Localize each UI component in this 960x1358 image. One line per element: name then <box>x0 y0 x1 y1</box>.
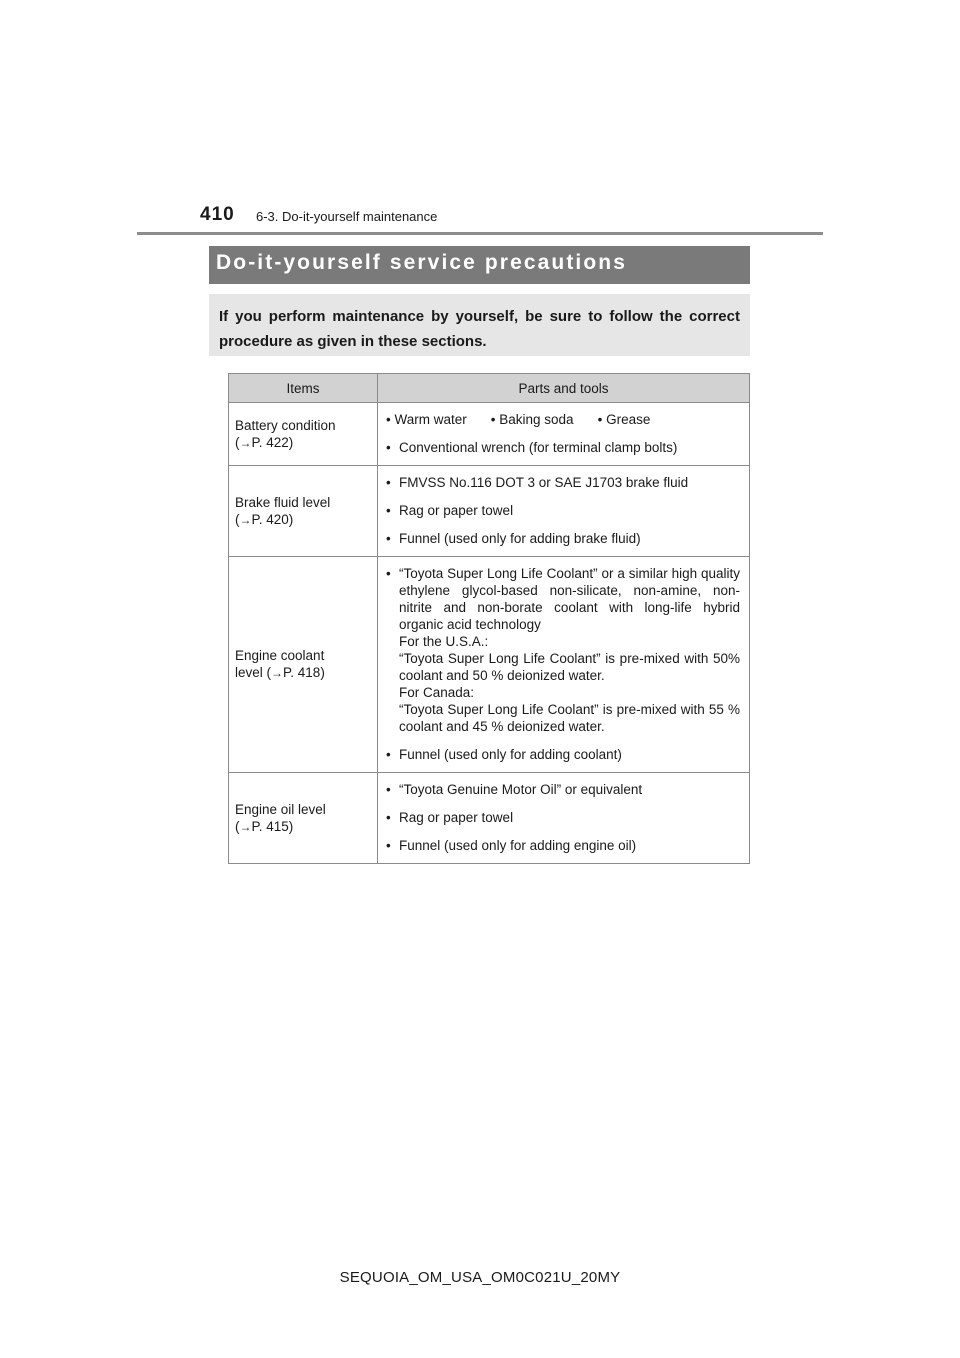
column-header-parts: Parts and tools <box>378 374 750 403</box>
table-row <box>229 403 750 466</box>
tool-item: Warm water <box>394 412 467 427</box>
bullet-icon: • <box>386 747 391 762</box>
header-rule <box>137 232 823 235</box>
section-title-bar <box>209 246 750 284</box>
bullet-icon: • <box>597 412 603 427</box>
table-row <box>229 466 750 557</box>
bullet-icon: • <box>386 810 391 825</box>
bullet-icon: • <box>386 475 391 490</box>
item-cell-engine-oil: Engine oil level (→P. 415) <box>229 773 378 864</box>
intro-box <box>209 294 750 356</box>
document-code-footer: SEQUOIA_OM_USA_OM0C021U_20MY <box>339 1269 621 1286</box>
table-row <box>229 557 750 773</box>
tools-cell-battery <box>378 403 750 466</box>
tool-item: Baking soda <box>499 412 574 427</box>
tool-item: Grease <box>606 412 651 427</box>
tool-item: • FMVSS No.116 DOT 3 or SAE J1703 brake fluid <box>386 475 689 490</box>
item-name: Brake fluid level <box>235 494 331 510</box>
item-cell-battery: Battery condition (→P. 422) <box>229 403 378 466</box>
usa-text: “Toyota Super Long Life Coolant” is pre-mixed with 50% coolant and 50 % deionized water. <box>399 651 740 683</box>
bullet-icon: • <box>386 503 391 518</box>
table-header-row <box>229 374 750 403</box>
tools-cell-engine-coolant <box>378 557 750 773</box>
page-reference-link[interactable]: P. 415 <box>251 818 289 834</box>
coolant-description: “Toyota Super Long Life Coolant” or a similar high quality ethylene glycol-based non-silicate, non-amine, non-nitrite and non-borate coolant with long-life hybrid organic acid technology <box>399 566 740 632</box>
bullet-icon: • <box>386 412 391 427</box>
page-reference-link[interactable]: P. 420 <box>251 511 289 527</box>
tool-item: • Conventional wrench (for terminal clamp bolts) <box>386 440 678 455</box>
canada-label: For Canada: <box>399 685 475 700</box>
page-reference-link[interactable]: P. 418 <box>283 665 321 680</box>
intro-text: If you perform maintenance by yourself, be sure to follow the correct procedure as given in these sections. <box>219 308 740 350</box>
item-name: Engine oil level <box>235 801 326 817</box>
column-header-items: Items <box>229 374 378 403</box>
tools-cell-brake-fluid <box>378 466 750 557</box>
bullet-icon: • <box>386 782 391 797</box>
arrow-right-icon: → <box>271 666 284 680</box>
page-reference-link[interactable]: P. 422 <box>251 434 289 450</box>
inline-tools <box>386 411 740 428</box>
arrow-right-icon: → <box>239 819 252 834</box>
item-cell-engine-coolant: Engine coolant level (→P. 418) <box>229 557 378 773</box>
page-number: 410 <box>200 204 235 225</box>
bullet-icon: • <box>386 440 391 455</box>
item-name: Engine coolant <box>235 648 325 663</box>
section-label: 6-3. Do-it-yourself maintenance <box>256 209 438 224</box>
canada-text: “Toyota Super Long Life Coolant” is pre-mixed with 55 % coolant and 45 % deionized water. <box>399 702 740 734</box>
parts-table <box>228 373 750 864</box>
tool-item: • Rag or paper towel <box>386 503 514 518</box>
tool-item: • Funnel (used only for adding brake fluid) <box>386 531 641 546</box>
tools-cell-engine-oil <box>378 773 750 864</box>
bullet-icon: • <box>490 412 496 427</box>
bullet-icon: • <box>386 531 391 546</box>
tool-item <box>386 565 740 735</box>
tool-item: • Rag or paper towel <box>386 810 514 825</box>
tool-item: • “Toyota Genuine Motor Oil” or equivalent <box>386 782 643 797</box>
tool-item: • Funnel (used only for adding engine oil) <box>386 838 637 853</box>
item-name: Battery condition <box>235 417 336 433</box>
arrow-right-icon: → <box>239 512 252 527</box>
usa-label: For the U.S.A.: <box>399 634 489 649</box>
tool-item: • Funnel (used only for adding coolant) <box>386 747 622 762</box>
item-cell-brake-fluid: Brake fluid level (→P. 420) <box>229 466 378 557</box>
section-title: Do-it-yourself service precautions <box>216 251 627 274</box>
table-row <box>229 773 750 864</box>
arrow-right-icon: → <box>239 435 252 450</box>
bullet-icon: • <box>386 566 391 581</box>
bullet-icon: • <box>386 838 391 853</box>
